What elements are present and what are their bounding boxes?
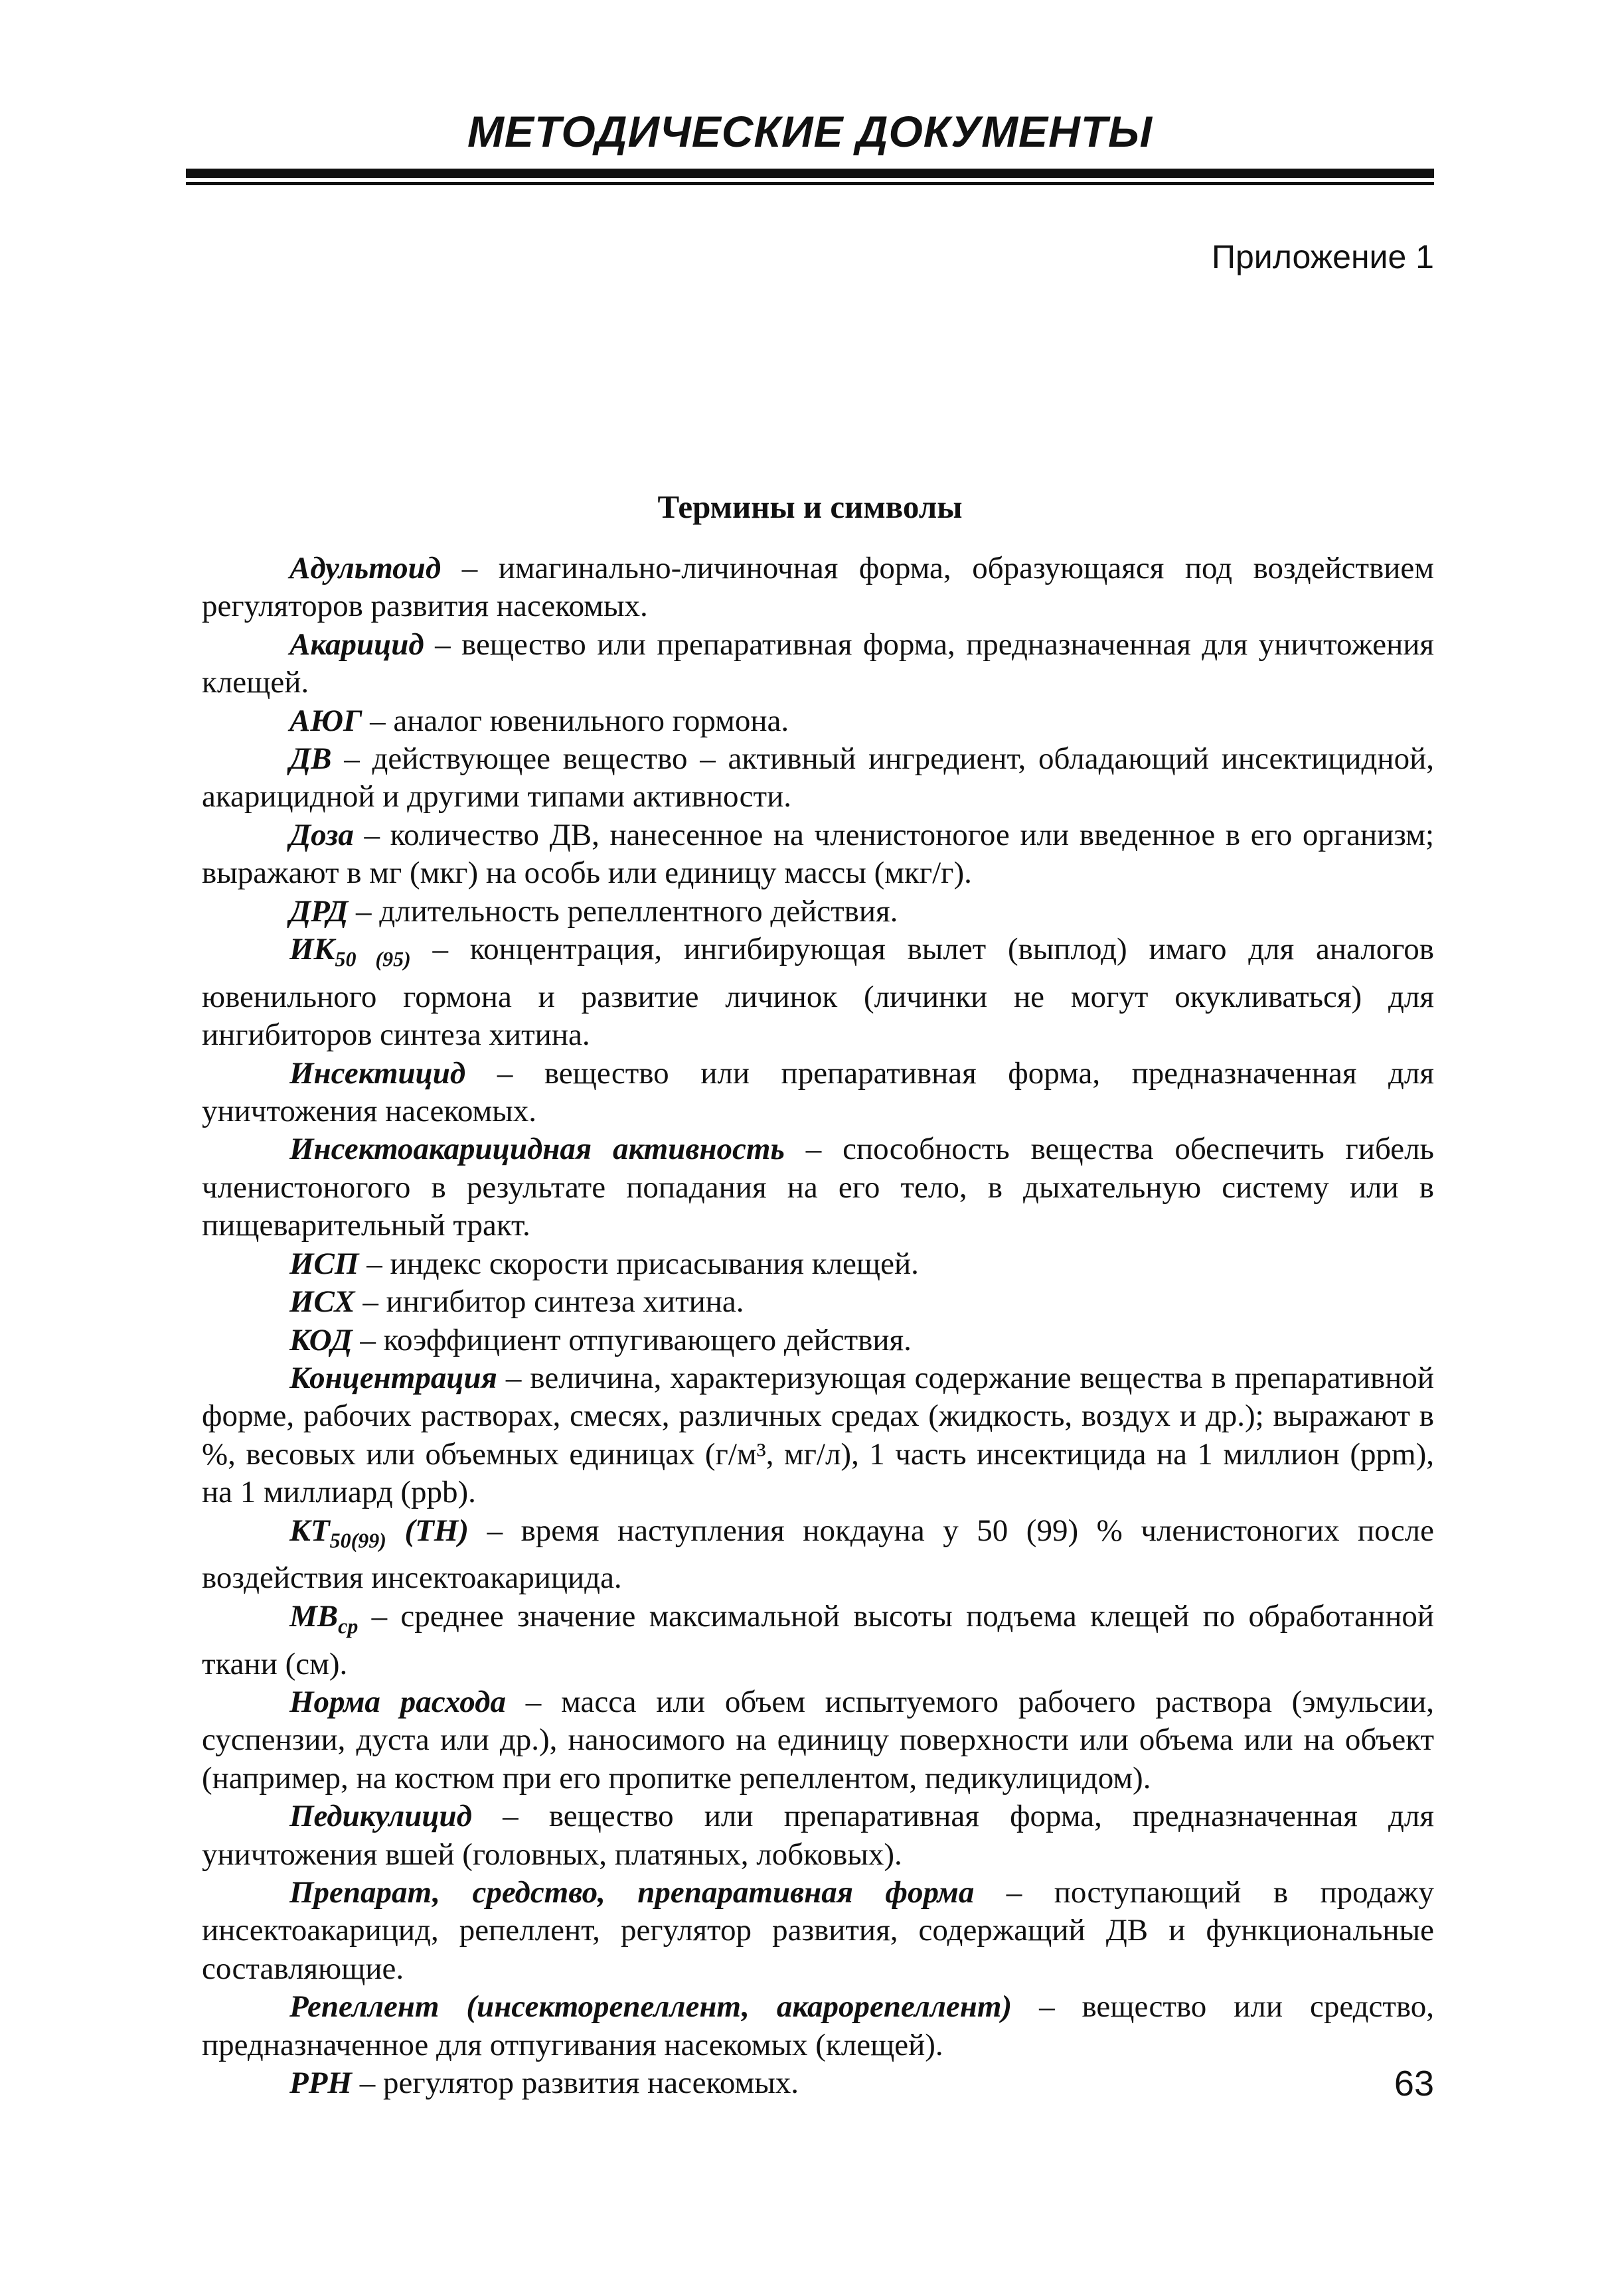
definition [202, 816, 1434, 893]
definition [202, 1245, 1434, 1283]
definition-text: – регулятор развития насекомых. [351, 2066, 799, 2101]
definition-text: – действующее вещество – активный ингредиент, обладающий инсектицидной, акарицидной и другими типами активности. [202, 741, 1434, 814]
definition-term: КТ [289, 1513, 330, 1548]
definition-term: ИК [289, 932, 335, 967]
definition [202, 626, 1434, 702]
section-title: Термины и символы [657, 489, 963, 525]
definition-term-subscript: 50(99) [329, 1527, 386, 1552]
definition-term: КОД [289, 1322, 353, 1357]
definition-term: ИСХ [289, 1284, 355, 1320]
page-number: 63 [1394, 2064, 1434, 2104]
definition-term: ИСП [289, 1246, 359, 1281]
definition-term: АЮГ [289, 703, 362, 738]
definition [202, 550, 1434, 626]
definition-text: – количество ДВ, нанесенное на членистоногое или введенное в его организм; выражают в мг (мкг) на особь или единицу массы (мкг/г). [202, 817, 1434, 891]
definition-text: – коэффициент отпугивающего действия. [352, 1322, 912, 1357]
definition-term: Инсектоакарицидная активность [289, 1132, 785, 1167]
definition-text: – вещество или препаративная форма, предназначенная для уничтожения вшей (головных, платяных, лобковых). [202, 1799, 1434, 1872]
header-rule-thin [186, 182, 1434, 185]
definition-term: Норма расхода [289, 1684, 506, 1719]
appendix-label: Приложение 1 [1212, 238, 1434, 275]
definition-text: – способность вещества обеспечить гибель членистоногого в результате попадания на его тело, в дыхательную систему или в пищеварительный тракт. [202, 1132, 1434, 1243]
definition [202, 1874, 1434, 1988]
definition [202, 740, 1434, 816]
definition-term: Концентрация [289, 1360, 497, 1395]
definition-text: – индекс скорости присасывания клещей. [359, 1246, 919, 1281]
definition [202, 1359, 1434, 1512]
definition-term: Адультоид [289, 551, 442, 585]
definition-term: Препарат, средство, препаративная форма [289, 1875, 975, 1910]
definition-text: – вещество или средство, предназначенное для отпугивания насекомых (клещей). [202, 1989, 1434, 2062]
definition [202, 931, 1434, 1055]
definition-term: Репеллент (инсекторепеллент, акарорепеллент) [289, 1989, 1012, 2025]
definition-term: Доза [289, 817, 354, 852]
definition-text: – время наступления нокдауна у 50 (99) % членистоногих после воздействия инсектоакарицида. [202, 1513, 1435, 1596]
definition-term: ДРД [289, 893, 349, 929]
definition [202, 702, 1434, 740]
definition-term: ДВ [289, 741, 332, 777]
definition [202, 1512, 1434, 1598]
definition [202, 1283, 1434, 1321]
definition-term-subscript: 50 (95) [335, 947, 411, 971]
definition-term: Акарицид [289, 627, 424, 662]
definition-text: – среднее значение максимальной высоты подъема клещей по обработанной ткани (см). [202, 1598, 1434, 1681]
definition-text: – масса или объем испытуемого рабочего раствора (эмульсии, суспензии, дуста или др.), наносимого на единицу поверхности или объема или на объект (например, на костюм при его пропитке репеллентом, педикулицидом). [202, 1684, 1434, 1796]
definition [202, 1055, 1434, 1131]
definition [202, 1322, 1434, 1359]
definitions-list [202, 550, 1434, 2102]
definition-text: – вещество или препаративная форма, предназначенная для уничтожения насекомых. [202, 1055, 1434, 1129]
definition-text: – поступающий в продажу инсектоакарицид, репеллент, регулятор развития, содержащий ДВ и функциональные составляющие. [202, 1875, 1434, 1986]
definition-term-suffix: (ТН) [386, 1513, 469, 1548]
definition [202, 2064, 1434, 2102]
definition-text: – ингибитор синтеза хитина. [355, 1284, 744, 1320]
definition-text: – концентрация, ингибирующая вылет (выплод) имаго для аналогов ювенильного гормона и развитие личинок (личинки не могут окукливаться) для ингибиторов синтеза хитина. [202, 932, 1434, 1053]
definition-term-subscript: ср [338, 1614, 359, 1638]
definition-text: – аналог ювенильного гормона. [362, 703, 789, 738]
definition [202, 1130, 1434, 1245]
definition [202, 1683, 1434, 1798]
definition-term: Инсектицид [289, 1055, 466, 1091]
definition [202, 1798, 1434, 1874]
definition [202, 893, 1434, 931]
definition-text: – величина, характеризующая содержание вещества в препаративной форме, рабочих растворах, смесях, различных средах (жидкость, воздух и др.); выражают в %, весовых или объемных единицах (г/м³, мг/л), 1 часть инсектицида на 1 миллион (ppm), на 1 миллиард (ppb). [202, 1360, 1434, 1510]
definition-term: МВ [289, 1598, 339, 1634]
definition-term: РРН [289, 2066, 352, 2101]
definition [202, 1988, 1434, 2064]
definition-text: – имагинально-личиночная форма, образующаяся под воздействием регуляторов развития насекомых. [202, 551, 1434, 624]
definition-text: – вещество или препаративная форма, предназначенная для уничтожения клещей. [202, 627, 1434, 700]
definition-term: Педикулицид [289, 1799, 472, 1834]
definition [202, 1598, 1434, 1683]
header-rule [186, 169, 1434, 178]
definition-text: – длительность репеллентного действия. [348, 893, 898, 929]
header-title: МЕТОДИЧЕСКИЕ ДОКУМЕНТЫ [467, 107, 1153, 156]
